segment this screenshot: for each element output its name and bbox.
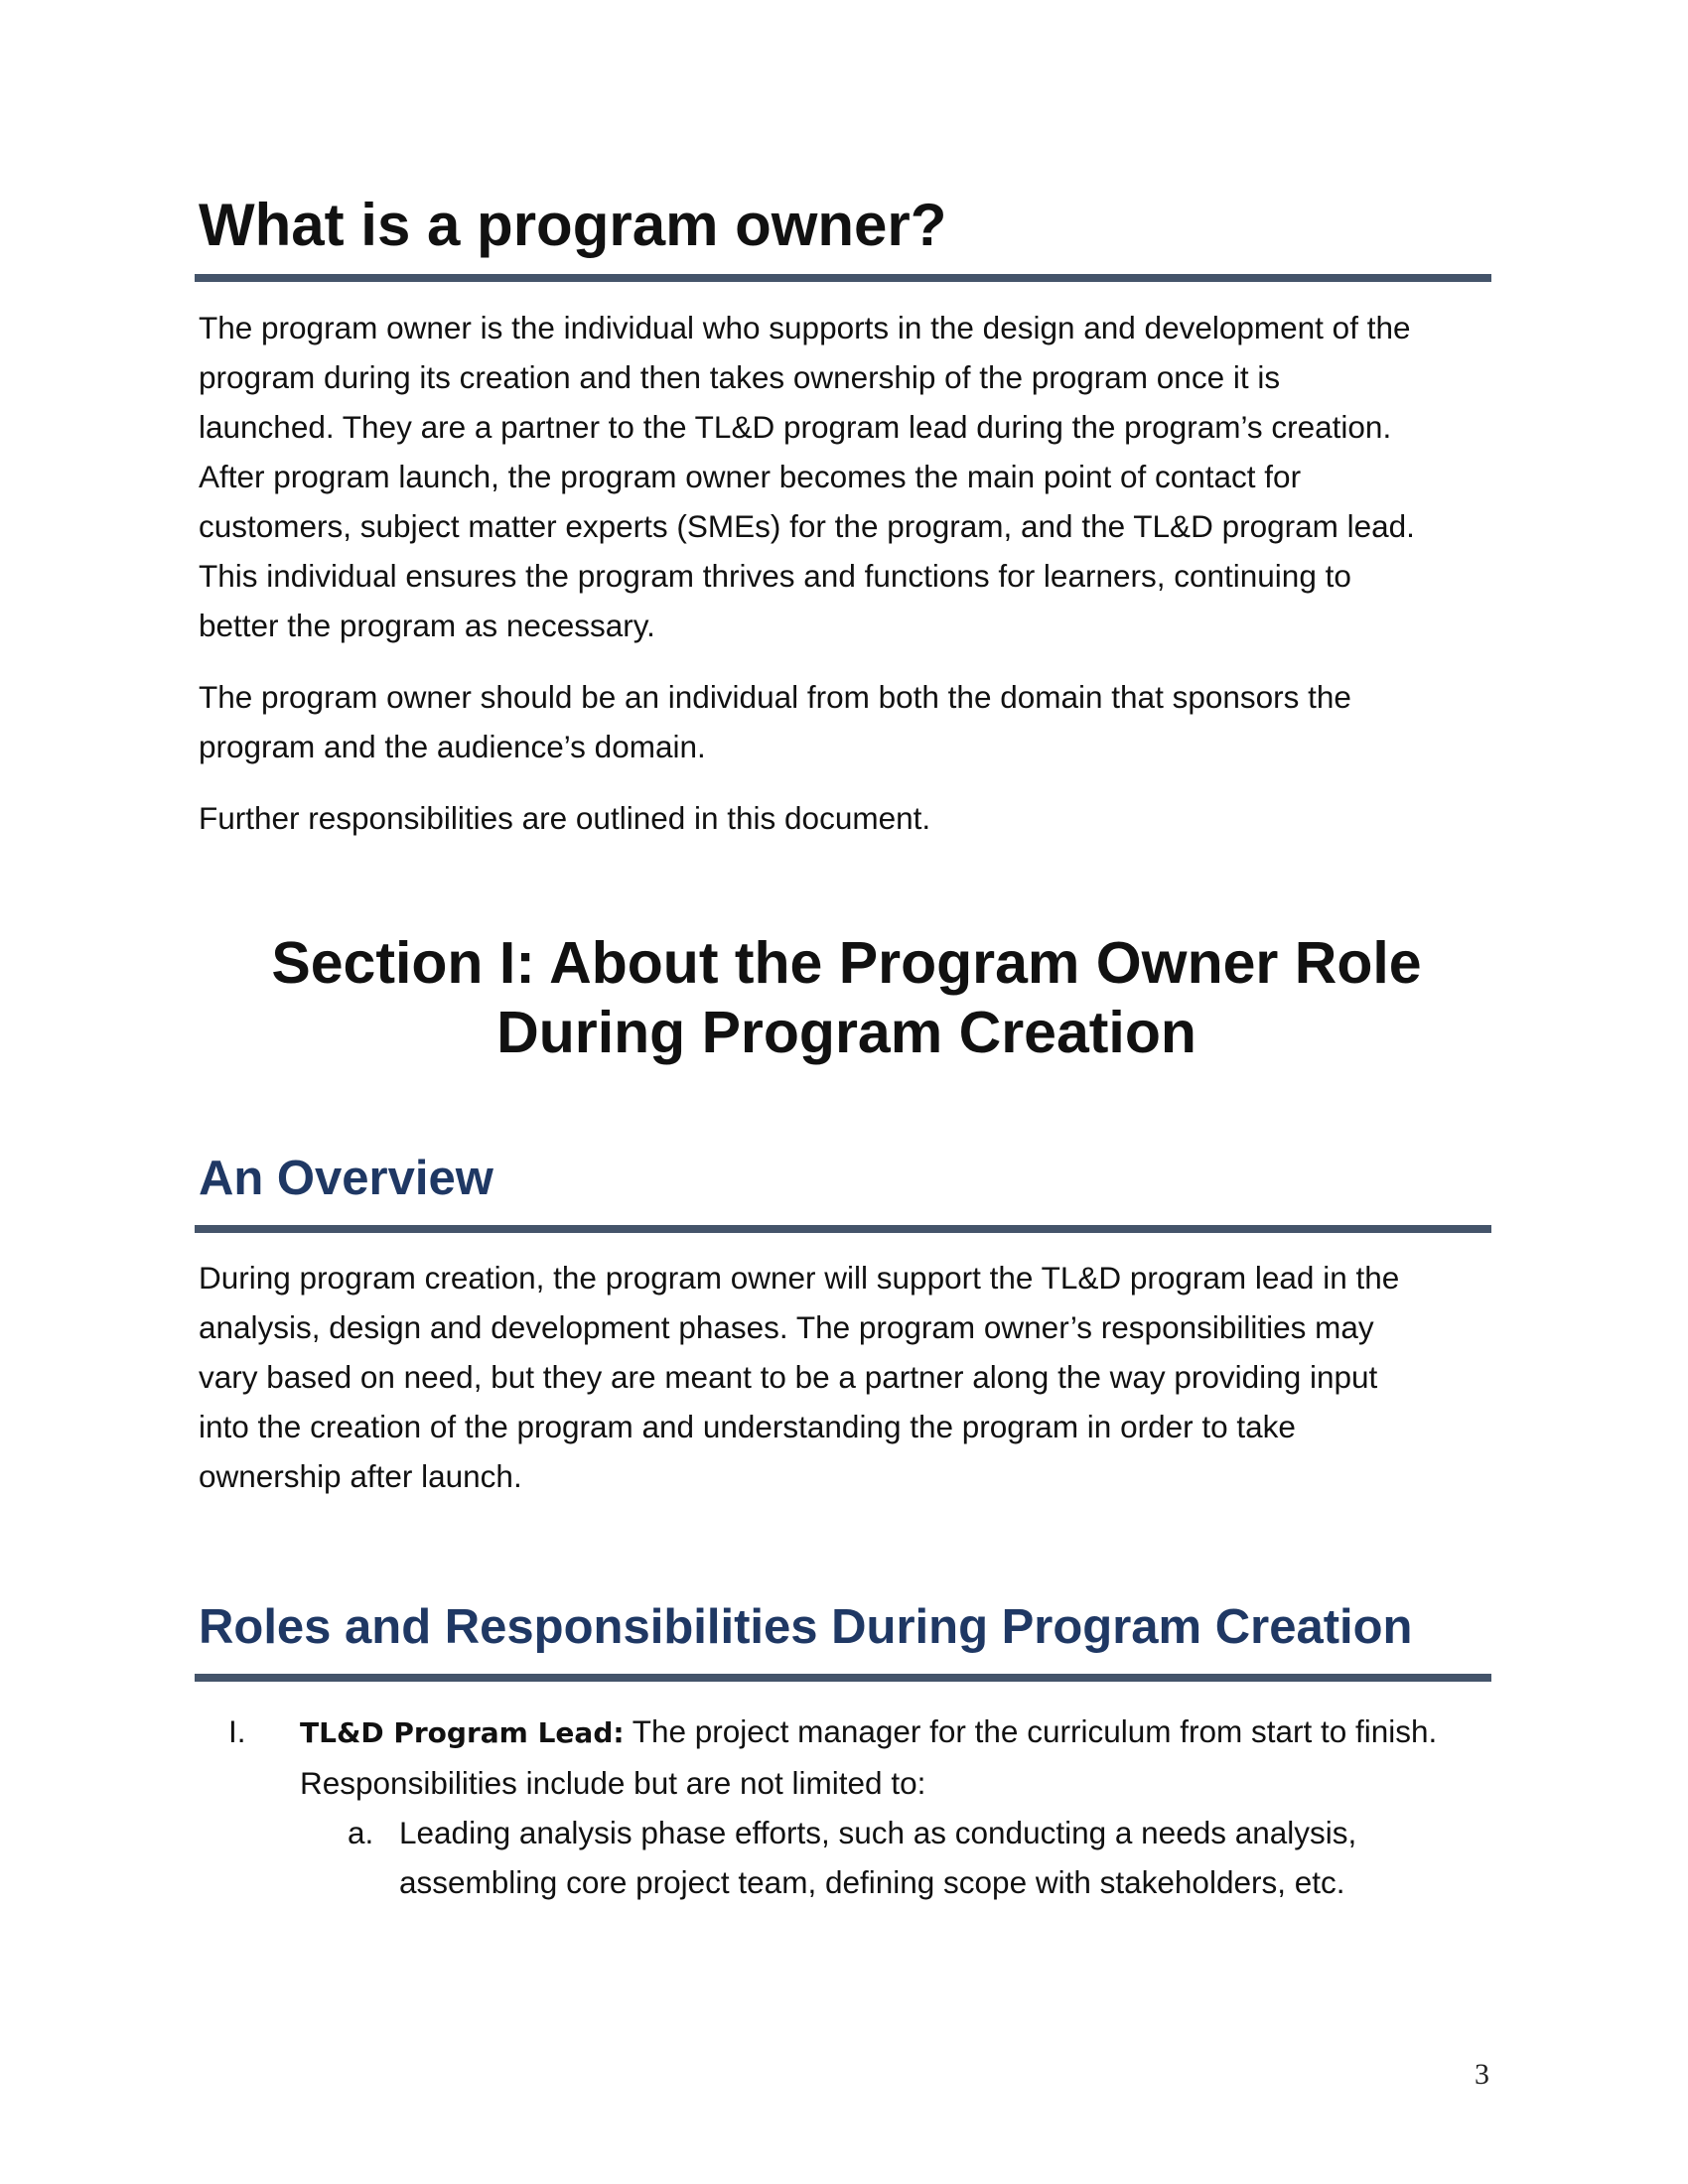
- overview-heading: An Overview: [199, 1152, 493, 1205]
- heading-rule: [195, 1674, 1491, 1682]
- paragraph-line: During program creation, the program owner will support the TL&D program lead in the: [199, 1260, 1400, 1296]
- intro-paragraph-1: [199, 303, 1499, 650]
- intro-paragraph-3: [199, 793, 1499, 843]
- section-title-line: Section I: About the Program Owner Role: [271, 930, 1422, 996]
- paragraph-line: better the program as necessary.: [199, 608, 655, 643]
- paragraph-line: Further responsibilities are outlined in this document.: [199, 800, 931, 836]
- section-title: [199, 928, 1494, 1067]
- heading-rule: [195, 274, 1491, 282]
- paragraph-line: vary based on need, but they are meant to be a partner along the way providing input: [199, 1359, 1378, 1395]
- paragraph-line: The program owner should be an individual from both the domain that sponsors the: [199, 679, 1351, 715]
- paragraph-line: customers, subject matter experts (SMEs) for the program, and the TL&D program lead.: [199, 508, 1415, 544]
- sub-list-line: Leading analysis phase efforts, such as conducting a needs analysis,: [399, 1815, 1357, 1850]
- list-item-term: TL&D Program Lead:: [300, 1716, 625, 1749]
- list-item-text: The project manager for the curriculum from start to finish.: [624, 1713, 1438, 1749]
- paragraph-line: The program owner is the individual who supports in the design and development of the: [199, 310, 1411, 345]
- list-item-line: Responsibilities include but are not limited to:: [300, 1765, 926, 1801]
- roles-heading: Roles and Responsibilities During Program Creation: [199, 1600, 1413, 1654]
- page-number: 3: [1475, 2058, 1489, 2091]
- sub-list-line: assembling core project team, defining scope with stakeholders, etc.: [399, 1864, 1345, 1900]
- main-heading: What is a program owner?: [199, 192, 947, 258]
- overview-paragraph: [199, 1253, 1499, 1501]
- paragraph-line: launched. They are a partner to the TL&D program lead during the program’s creation.: [199, 409, 1392, 445]
- heading-rule: [195, 1225, 1491, 1233]
- intro-paragraph-2: [199, 672, 1499, 771]
- paragraph-line: This individual ensures the program thrives and functions for learners, continuing to: [199, 558, 1351, 594]
- list-marker: I.: [228, 1713, 246, 1749]
- paragraph-line: into the creation of the program and understanding the program in order to take: [199, 1409, 1296, 1444]
- paragraph-line: program and the audience’s domain.: [199, 729, 706, 764]
- list-item-line: [300, 1713, 1438, 1749]
- paragraph-line: program during its creation and then takes ownership of the program once it is: [199, 359, 1281, 395]
- paragraph-line: analysis, design and development phases. The program owner’s responsibilities may: [199, 1309, 1374, 1345]
- section-title-line: During Program Creation: [496, 1000, 1196, 1065]
- paragraph-line: After program launch, the program owner becomes the main point of contact for: [199, 459, 1302, 494]
- sub-list-marker: a.: [348, 1815, 374, 1850]
- paragraph-line: ownership after launch.: [199, 1458, 522, 1494]
